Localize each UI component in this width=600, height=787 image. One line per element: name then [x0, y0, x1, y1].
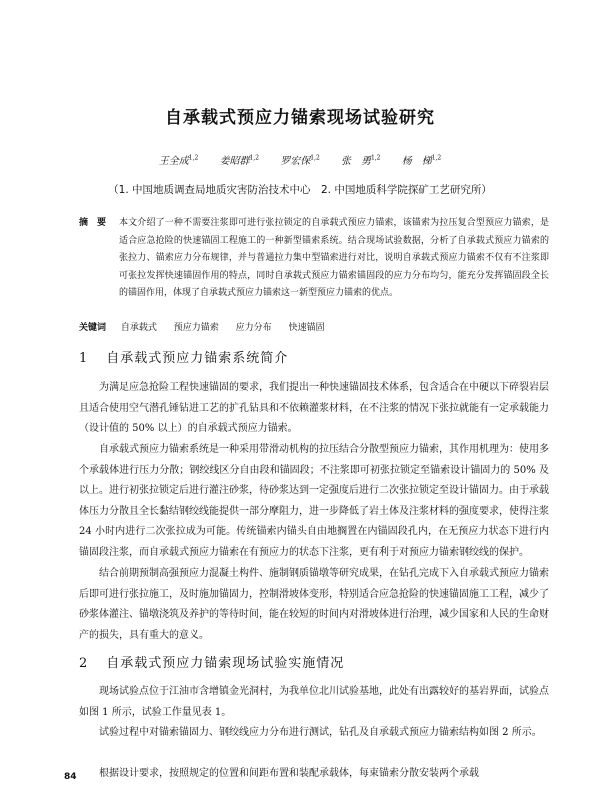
author	[219, 156, 259, 167]
author-affil-mark: 1,2	[370, 154, 381, 162]
section-title: 自承载式预应力锚索现场试验实施情况	[106, 656, 345, 671]
page-number: 84	[64, 772, 77, 782]
abstract-text: 本文介绍了一种不需要注浆即可进行张拉锁定的自承载式预应力锚索，该锚索为拉压复合型预应力锚索，是适合应急抢险的快速锚固工程施工的一种新型锚索系统。结合现场试验数据，分析了自承载式预应力锚索的张拉力、锚索应力分布规律，并与普通拉力集中型锚索进行对比，说明自承载式预应力锚索不仅有不注浆即可张拉发挥快速锚固作用的特点，同时自承载式预应力锚索锚固段的应力分布均匀，能充分发挥锚固段全长的锚固作用，体现了自承载式预应力锚索这一新型预应力锚索的优点。	[119, 218, 549, 298]
section-number: 2	[79, 656, 89, 671]
keywords	[79, 320, 549, 333]
author	[159, 156, 199, 167]
keyword: 应力分布	[235, 323, 272, 333]
abstract-label: 摘 要	[79, 218, 107, 228]
author-name: 罗宏保	[280, 156, 311, 167]
section-title: 自承载式预应力锚索系统简介	[106, 351, 289, 366]
keyword: 快速锚固	[288, 323, 325, 333]
author-name: 王全成	[158, 156, 189, 167]
author-affil-mark: 1,2	[310, 154, 320, 162]
author-name: 姜昭群	[219, 156, 250, 167]
paper-title: 自承载式预应力锚索现场试验研究	[165, 108, 435, 128]
paragraph: 根据设计要求，按照规定的位置和间距布置和装配承载体，每束锚索分散安装两个承载	[99, 768, 479, 779]
author-affil-mark: 1,2	[188, 154, 199, 162]
affiliation: （1. 中国地质调查局地质灾害防治技术中心 2. 中国地质科学院探矿工艺研究所）	[108, 184, 492, 196]
section-number: 1	[79, 351, 89, 366]
author-affil-mark: 1,2	[249, 154, 260, 162]
paragraph: 试验过程中对锚索锚固力、钢绞线应力分布进行测试，钻孔及自承载式预应力锚索结构如图 2 所示。	[99, 727, 542, 738]
keywords-label: 关键词	[79, 323, 107, 333]
paragraph: 自承载式预应力锚索系统是一种采用带滑动机构的拉压结合分散型预应力锚索，其作用机理为：使用多个承载体进行压力分散；钢绞线区分自由段和锚固段；不注浆即可初张拉锁定至锚索设计锚固力的 50% 及以上。进行初张拉锁定后进行灌注砂浆，待砂浆达到一定强度后进行二次张拉锁定至设计锚固力。由于承载体压力分散且全长黏结钢绞线能提供一部分摩阻力，进一步降低了岩土体及注浆材料的强度要求，使得注浆 24 小时内进行二次张拉成为可能。传统锚索内锚头自由地搁置在内锚固段孔内，在无预应力状态下进行内锚固段注浆，而自承载式预应力锚索在有预应力的状态下注浆，更有利于对预应力锚索钢绞线的保护。	[79, 444, 549, 558]
section-heading	[79, 347, 288, 366]
author	[280, 156, 320, 167]
keyword: 自承载式	[120, 323, 157, 333]
paragraph: 现场试验点位于江油市含增镇金光洞村，为我单位北川试验基地，此处有出露较好的基岩界面，试验点如图 1 所示，试验工作量见表 1。	[79, 686, 549, 718]
author-name: 杨 梯	[401, 156, 432, 167]
author-affil-mark: 1,2	[431, 154, 442, 162]
author-name: 张 勇	[340, 156, 371, 167]
paragraph: 结合前期预制高强预应力混凝土构件、施制钢质锚墩等研究成果，在钻孔完成下入自承载式预应力锚索后即可进行张拉施工，及时施加锚固力，控制滑坡体变形，特别适合应急抢险的快速锚固施工工程，减少了砂浆体灌注、锚墩浇筑及养护的等待时间，能在较短的时间内对滑坡体进行治理，减少国家和人民的生命财产的损失，具有重大的意义。	[79, 568, 549, 641]
abstract	[79, 215, 549, 303]
keyword: 预应力锚索	[173, 323, 219, 333]
section-heading	[79, 652, 344, 671]
author	[402, 156, 442, 167]
paragraph: 为满足应急抢险工程快速锚固的要求，我们提出一种快速锚固技术体系，包含适合在中硬以下碎裂岩层且适合使用空气潜孔锤钻进工艺的扩孔钻具和不依赖灌浆材料，在不注浆的情况下张拉就能有一定承载能力（设计值的 50% 以上）的自承载式预应力锚索。	[79, 382, 549, 434]
author	[341, 156, 381, 167]
author-list	[0, 152, 600, 167]
